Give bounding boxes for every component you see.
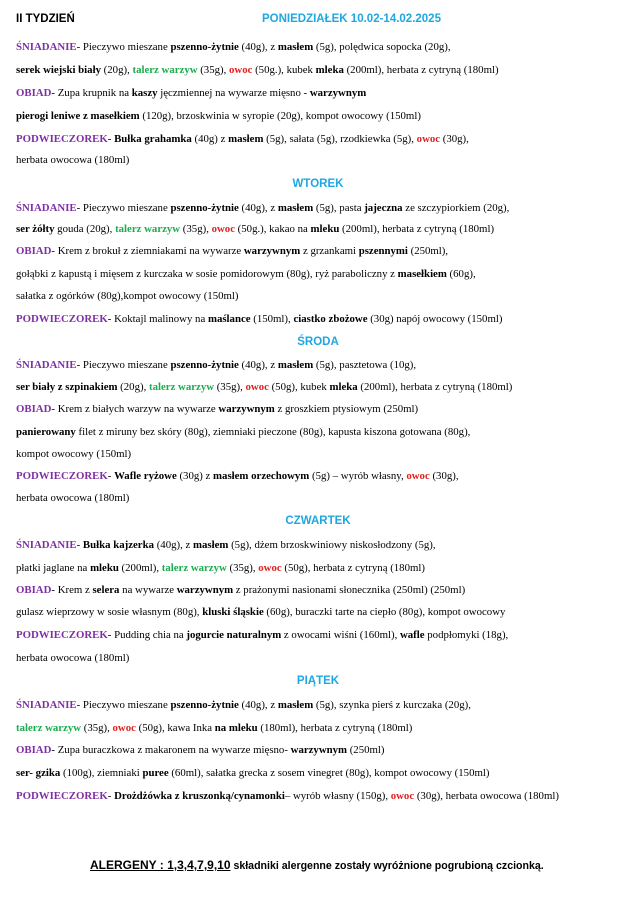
bold-allergen-text: ser biały z szpinakiem bbox=[16, 381, 118, 393]
vegetables-text: talerz warzyw bbox=[132, 64, 198, 76]
menu-text: kompot owocowy (150ml) bbox=[16, 448, 132, 460]
meal-label: PODWIECZOREK bbox=[16, 470, 108, 482]
bold-allergen-text: pszennymi bbox=[358, 245, 408, 257]
bold-allergen-text: kaszy bbox=[131, 87, 158, 99]
menu-text: (50g), kawa Inka bbox=[135, 722, 215, 734]
bold-allergen-text: panierowany bbox=[16, 426, 76, 438]
menu-text: (120g), brzoskwinia w syropie (20g), kompot owocowy (150ml) bbox=[139, 110, 421, 122]
bold-allergen-text: selera bbox=[92, 584, 120, 596]
thursday-snack-line-1 bbox=[16, 628, 508, 642]
vegetables-text: talerz warzyw bbox=[16, 722, 82, 734]
menu-text: - Krem z białych warzyw na wywarze bbox=[51, 403, 219, 415]
bold-allergen-text: puree bbox=[142, 767, 169, 779]
bold-allergen-text: pierogi leniwe z masełkiem bbox=[16, 110, 140, 122]
fruit-text: owoc bbox=[245, 381, 269, 393]
menu-text: (250ml) bbox=[347, 744, 385, 756]
thursday-breakfast-line-1 bbox=[16, 538, 436, 552]
bold-allergen-text: ser- gzika bbox=[16, 767, 61, 779]
menu-text: - bbox=[107, 790, 115, 802]
fruit-text: owoc bbox=[112, 722, 136, 734]
menu-text: (180ml), herbata z cytryną (180ml) bbox=[257, 722, 413, 734]
tuesday-breakfast-line-1 bbox=[16, 201, 509, 215]
monday-snack-line-2 bbox=[16, 153, 129, 167]
meal-label: OBIAD bbox=[16, 744, 52, 756]
menu-text: podpłomyki (18g), bbox=[424, 629, 509, 641]
bold-allergen-text: Bułka kajzerka bbox=[82, 539, 154, 551]
menu-text: z grzankami bbox=[300, 245, 359, 257]
menu-text: (5g), pasta bbox=[313, 202, 365, 214]
menu-text: (5g), dżem brzoskwiniowy niskosłodzony (5g), bbox=[228, 539, 436, 551]
fruit-text: owoc bbox=[390, 790, 415, 802]
menu-text: z prażonymi nasionami słonecznika (250ml) (250ml) bbox=[233, 584, 466, 596]
bold-allergen-text: warzywnym bbox=[176, 584, 234, 596]
meal-label: PODWIECZOREK bbox=[16, 629, 108, 641]
menu-text: (40g), z bbox=[154, 539, 193, 551]
monday-date-heading: PONIEDZIAŁEK 10.02-14.02.2025 bbox=[262, 13, 441, 25]
menu-text: - Zupa krupnik na bbox=[51, 87, 132, 99]
meal-label: PODWIECZOREK bbox=[16, 313, 108, 325]
menu-text: (60ml), sałatka grecka z sosem vinegret (80g), kompot owocowy (150ml) bbox=[168, 767, 490, 779]
tuesday-lunch-line-1 bbox=[16, 244, 448, 258]
bold-allergen-text: masełkiem bbox=[397, 268, 447, 280]
menu-text: (30g) z bbox=[176, 470, 214, 482]
menu-text: (35g), bbox=[81, 722, 113, 734]
menu-text: - Pieczywo mieszane bbox=[76, 202, 171, 214]
monday-breakfast-line-2 bbox=[16, 63, 499, 77]
bold-allergen-text: na mleku bbox=[214, 722, 258, 734]
thursday-heading: CZWARTEK bbox=[285, 515, 351, 527]
bold-allergen-text: Drożdżówka z kruszonką/cynamonki bbox=[114, 790, 285, 802]
bold-allergen-text: mleka bbox=[329, 381, 358, 393]
menu-text: (35g), bbox=[226, 562, 259, 574]
bold-allergen-text: pszenno-żytnie bbox=[170, 202, 239, 214]
allergens-note: składniki alergenne zostały wyróżnione pogrubioną czcionką. bbox=[230, 860, 544, 872]
wednesday-lunch-line-2 bbox=[16, 425, 470, 439]
menu-text: (5g), szynka pierś z kurczaka (20g), bbox=[313, 699, 471, 711]
monday-breakfast-line-1 bbox=[16, 40, 451, 54]
tuesday-heading: WTOREK bbox=[292, 178, 344, 190]
menu-text: z groszkiem ptysiowym (250ml) bbox=[274, 403, 419, 415]
meal-label: OBIAD bbox=[16, 245, 52, 257]
menu-text: (40g), z bbox=[238, 699, 278, 711]
bold-allergen-text: wafle bbox=[399, 629, 425, 641]
menu-text: (250ml), bbox=[407, 245, 449, 257]
menu-text: (40g), z bbox=[238, 202, 278, 214]
tuesday-snack-line bbox=[16, 312, 502, 326]
monday-lunch-line-1 bbox=[16, 86, 366, 100]
friday-breakfast-line-2 bbox=[16, 721, 412, 735]
tuesday-breakfast-line-2 bbox=[16, 222, 494, 236]
bold-allergen-text: maślance bbox=[207, 313, 251, 325]
menu-text: (30g), bbox=[440, 133, 469, 145]
menu-text: (20g), bbox=[100, 64, 133, 76]
menu-text: - Koktajl malinowy na bbox=[107, 313, 208, 325]
bold-allergen-text: Bułka grahamka bbox=[114, 133, 192, 145]
menu-text: (50g), herbata z cytryną (180ml) bbox=[281, 562, 425, 574]
thursday-breakfast-line-2 bbox=[16, 561, 425, 575]
menu-text: - Pieczywo mieszane bbox=[76, 699, 171, 711]
fruit-text: owoc bbox=[258, 562, 282, 574]
bold-allergen-text: jogurcie naturalnym bbox=[186, 629, 282, 641]
fruit-text: owoc bbox=[229, 64, 253, 76]
bold-allergen-text: warzywnym bbox=[218, 403, 275, 415]
bold-allergen-text: masłem bbox=[277, 202, 314, 214]
menu-text: - Pieczywo mieszane bbox=[76, 359, 171, 371]
menu-text: (200ml), herbata z cytryną (180ml) bbox=[339, 223, 495, 235]
menu-text: gołąbki z kapustą i mięsem z kurczaka w sosie pomidorowym (80g), ryż paraboliczny z bbox=[16, 268, 398, 280]
menu-text: gulasz wieprzowy w sosie własnym (80g), bbox=[16, 606, 203, 618]
wednesday-lunch-line-3 bbox=[16, 447, 131, 461]
menu-text: (30g) napój owocowy (150ml) bbox=[367, 313, 503, 325]
menu-text: (35g), bbox=[180, 223, 212, 235]
meal-label: ŚNIADANIE bbox=[16, 699, 77, 711]
menu-text: jęczmiennej na wywarze mięsno - bbox=[157, 87, 310, 99]
meal-label: ŚNIADANIE bbox=[16, 359, 77, 371]
menu-text: (200ml), bbox=[118, 562, 162, 574]
menu-text: z owocami wiśni (160ml), bbox=[281, 629, 400, 641]
thursday-lunch-line-1 bbox=[16, 583, 465, 597]
bold-allergen-text: pszenno-żytnie bbox=[170, 359, 239, 371]
menu-text: (5g), polędwica sopocka (20g), bbox=[313, 41, 451, 53]
menu-text: - Pieczywo mieszane bbox=[76, 41, 171, 53]
menu-text: sałatka z ogórków (80g),kompot owocowy (150ml) bbox=[16, 290, 239, 302]
menu-text: (60g), bbox=[446, 268, 476, 280]
menu-text: herbata owocowa (180ml) bbox=[16, 492, 130, 504]
friday-heading: PIĄTEK bbox=[296, 675, 340, 687]
bold-allergen-text: pszenno-żytnie bbox=[170, 41, 239, 53]
bold-allergen-text: ciastko zbożowe bbox=[293, 313, 368, 325]
vegetables-text: talerz warzyw bbox=[148, 381, 215, 393]
menu-text: (50g.), kubek bbox=[252, 64, 316, 76]
bold-allergen-text: masłem bbox=[192, 539, 229, 551]
menu-text: - bbox=[107, 470, 115, 482]
menu-text: - Zupa buraczkowa z makaronem na wywarze mięsno- bbox=[51, 744, 291, 756]
wednesday-breakfast-line-2 bbox=[16, 380, 512, 394]
meal-label: PODWIECZOREK bbox=[16, 133, 108, 145]
menu-text: (5g), pasztetowa (10g), bbox=[313, 359, 417, 371]
wednesday-lunch-line-1 bbox=[16, 402, 418, 416]
menu-text: – wyrób własny (150g), bbox=[284, 790, 391, 802]
menu-text: (50g), kubek bbox=[268, 381, 330, 393]
bold-allergen-text: kluski śląskie bbox=[202, 606, 264, 618]
menu-text: (60g), buraczki tarte na ciepło (80g), kompot owocowy bbox=[263, 606, 506, 618]
meal-label: ŚNIADANIE bbox=[16, 539, 77, 551]
menu-text: (40g), z bbox=[238, 359, 278, 371]
menu-text: - bbox=[107, 133, 115, 145]
meal-label: ŚNIADANIE bbox=[16, 202, 77, 214]
menu-text: (5g) – wyrób własny, bbox=[309, 470, 407, 482]
monday-snack-line-1 bbox=[16, 132, 469, 146]
friday-snack-line bbox=[16, 789, 559, 803]
menu-text: herbata owocowa (180ml) bbox=[16, 652, 130, 664]
bold-allergen-text: mleku bbox=[310, 223, 340, 235]
tuesday-lunch-line-2 bbox=[16, 267, 476, 281]
menu-text: ze szczypiorkiem (20g), bbox=[402, 202, 510, 214]
bold-allergen-text: serek wiejski biały bbox=[16, 64, 101, 76]
wednesday-breakfast-line-1 bbox=[16, 358, 416, 372]
meal-label: OBIAD bbox=[16, 87, 52, 99]
menu-text: - Pudding chia na bbox=[107, 629, 187, 641]
menu-text: (40g) z bbox=[191, 133, 229, 145]
allergens-list: ALERGENY : 1,3,4,7,9,10 bbox=[90, 858, 231, 872]
menu-text: filet z miruny bez skóry (80g), ziemniaki pieczone (80g), kapusta kiszona gotowana (80g), bbox=[75, 426, 471, 438]
thursday-lunch-line-2 bbox=[16, 605, 505, 619]
menu-text: - bbox=[76, 539, 83, 551]
thursday-snack-line-2 bbox=[16, 651, 129, 665]
menu-text: na wywarze bbox=[119, 584, 177, 596]
menu-text: (40g), z bbox=[238, 41, 278, 53]
meal-label: OBIAD bbox=[16, 584, 52, 596]
bold-allergen-text: masłem orzechowym bbox=[213, 470, 310, 482]
menu-text: (35g), bbox=[197, 64, 229, 76]
bold-allergen-text: warzywnym bbox=[290, 744, 348, 756]
menu-text: (50g.), kakao na bbox=[234, 223, 311, 235]
bold-allergen-text: masłem bbox=[228, 133, 264, 145]
menu-text: (100g), ziemniaki bbox=[60, 767, 143, 779]
menu-text: płatki jaglane na bbox=[16, 562, 91, 574]
bold-allergen-text: jajeczna bbox=[364, 202, 403, 214]
bold-allergen-text: masłem bbox=[277, 699, 314, 711]
menu-text: (20g), bbox=[117, 381, 149, 393]
bold-allergen-text: Wafle ryżowe bbox=[114, 470, 177, 482]
vegetables-text: talerz warzyw bbox=[161, 562, 227, 574]
menu-text: gouda (20g), bbox=[54, 223, 116, 235]
menu-text: (150ml), bbox=[250, 313, 294, 325]
allergens-footer bbox=[90, 858, 544, 872]
menu-text: (35g), bbox=[214, 381, 246, 393]
friday-breakfast-line-1 bbox=[16, 698, 471, 712]
menu-text: - Krem z brokuł z ziemniakami na wywarze bbox=[51, 245, 244, 257]
bold-allergen-text: masłem bbox=[277, 359, 314, 371]
bold-allergen-text: ser żółty bbox=[16, 223, 55, 235]
wednesday-snack-line-2 bbox=[16, 491, 129, 505]
meal-label: PODWIECZOREK bbox=[16, 790, 108, 802]
bold-allergen-text: warzywnym bbox=[243, 245, 301, 257]
menu-text: (200ml), herbata z cytryną (180ml) bbox=[343, 64, 499, 76]
bold-allergen-text: masłem bbox=[277, 41, 314, 53]
menu-text: (200ml), herbata z cytryną (180ml) bbox=[357, 381, 513, 393]
tuesday-lunch-line-3 bbox=[16, 289, 239, 303]
fruit-text: owoc bbox=[211, 223, 235, 235]
bold-allergen-text: pszenno-żytnie bbox=[170, 699, 239, 711]
meal-label: ŚNIADANIE bbox=[16, 41, 77, 53]
menu-text: - Krem z bbox=[51, 584, 93, 596]
fruit-text: owoc bbox=[406, 470, 430, 482]
wednesday-snack-line-1 bbox=[16, 469, 459, 483]
friday-lunch-line-2 bbox=[16, 766, 489, 780]
bold-allergen-text: mleka bbox=[315, 64, 344, 76]
friday-lunch-line-1 bbox=[16, 743, 385, 757]
menu-text: (30g), herbata owocowa (180ml) bbox=[414, 790, 559, 802]
monday-lunch-line-2 bbox=[16, 109, 421, 123]
meal-label: OBIAD bbox=[16, 403, 52, 415]
wednesday-heading: ŚRODA bbox=[297, 336, 339, 348]
menu-text: (30g), bbox=[429, 470, 459, 482]
bold-allergen-text: mleku bbox=[90, 562, 119, 574]
vegetables-text: talerz warzyw bbox=[115, 223, 181, 235]
menu-text: herbata owocowa (180ml) bbox=[16, 154, 130, 166]
fruit-text: owoc bbox=[416, 133, 441, 145]
bold-allergen-text: warzywnym bbox=[309, 87, 367, 99]
week-label: II TYDZIEŃ bbox=[16, 13, 75, 25]
menu-text: (5g), sałata (5g), rzodkiewka (5g), bbox=[263, 133, 417, 145]
